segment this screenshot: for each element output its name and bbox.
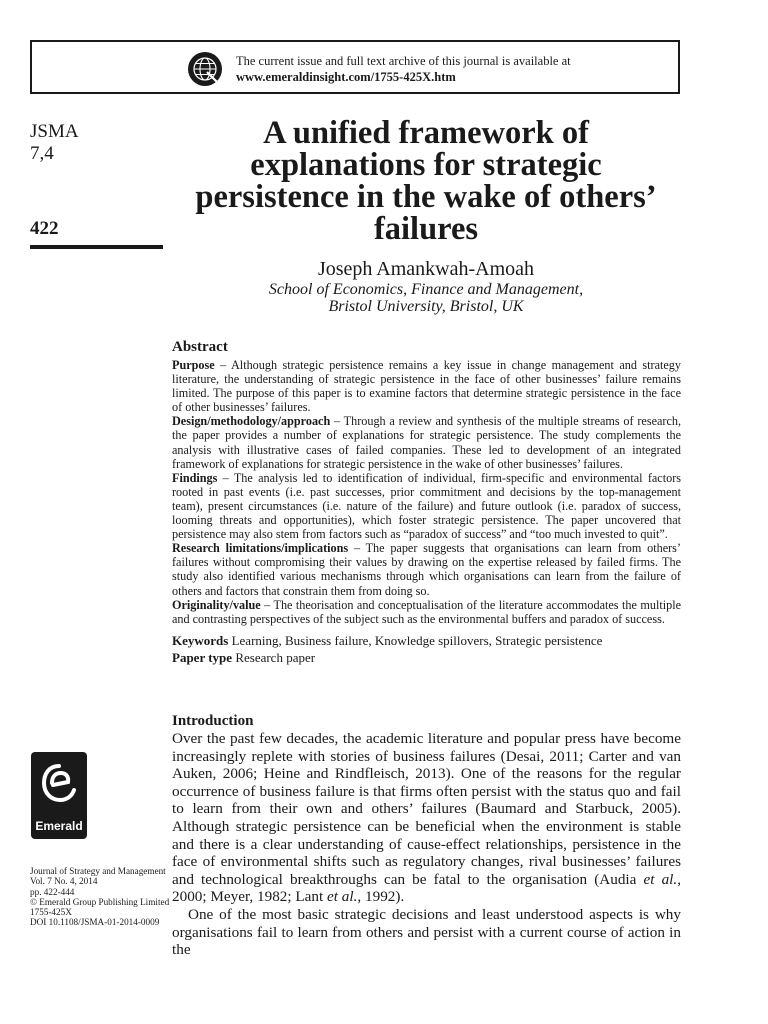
limitations-label: Research limitations/implications: [172, 541, 349, 556]
design-text: – Through a review and synthesis of the multiple streams of research, the paper provides a number of explanations for strategic persistence. The study complements the analysis with illustrative cases of failed companies. These led to development of an integrated framework of explanations for strategic persistence in the wake of other businesses’ failures.: [172, 414, 681, 471]
keywords-text: Learning, Business failure, Knowledge spillovers, Strategic persistence: [228, 632, 603, 648]
intro-paragraph-2: One of the most basic strategic decisions and least understood aspects is why organisations fail to learn from others and persist with a current course of action in the: [172, 905, 681, 959]
abstract-originality: [172, 598, 681, 626]
purpose-label: Purpose: [172, 358, 215, 372]
abstract-purpose: [172, 358, 681, 414]
emerald-logo: [31, 752, 87, 839]
introduction-heading: Introduction: [172, 713, 254, 729]
paper-type-label: Paper type: [172, 649, 233, 665]
citation-doi[interactable]: DOI 10.1108/JSMA-01-2014-0009: [30, 917, 160, 928]
article-title: A unified framework of explanations for strategic persistence in the wake of others’ failures: [195, 115, 657, 247]
citation-issn: 1755-425X: [30, 907, 72, 918]
abstract-design: [172, 414, 681, 470]
limitations-text: – The paper suggests that organisations can learn from others’ failures without compromising their values by drawing on the expertise released by failed firms. The study also identified various mechanisms through which organisations can learn from the failure of others and factors that constrain them from doing so.: [172, 541, 681, 598]
paper-type-text: Research paper: [232, 649, 316, 665]
abstract-findings: [172, 471, 681, 541]
abstract-limitations: [172, 541, 681, 597]
abstract-heading: Abstract: [172, 339, 228, 355]
emerald-e-icon: [40, 759, 78, 815]
abstract-body: [172, 358, 681, 666]
intro-paragraph-1: Over the past few decades, the academic literature and popular press have become increasingly replete with stories of business failures (Desai, 2011; Carter and van Auken, 2006; Heine and Rindfleisch, 2013). One of the reasons for the regular occurrence of business failure is that firms often persist with the status quo and fail to learn from their own and others’ failures (Baumard and Starbuck, 2005). Although strategic persistence can be beneficial when the environment is stable and there is a clear understanding of cause-effect relationships, persistence in the face of environmental shifts such as regulatory changes, rival businesses’ failures and technological breakthroughs can be fatal to the organisation (Audia et al., 2000; Meyer, 1982; Lant et al., 1992).: [172, 730, 681, 906]
findings-text: – The analysis led to identification of individual, firm-specific and environmental factors rooted in past events (i.e. past successes, prior commitment and decisions by the top-management team), present circumstances (i.e. nature of the failure) and future outlook (i.e. paradox of success, looming threats and opportunities), which foster strategic persistence. The paper uncovered that persistence may also stem from factors such as “paradox of success” and “too much invested to quit”.: [172, 470, 681, 542]
globe-icon: [187, 51, 223, 87]
keywords-label: Keywords: [172, 632, 229, 648]
author-name: Joseph Amankwah-Amoah: [317, 258, 535, 280]
originality-label: Originality/value: [172, 597, 261, 612]
page-number: 422: [30, 218, 59, 239]
citation-journal-name: Journal of Strategy and Management: [30, 866, 166, 876]
journal-volume-issue: 7,4: [30, 143, 54, 164]
author-affiliation-line2: Bristol University, Bristol, UK: [328, 298, 524, 315]
originality-text: – The theorisation and conceptualisation of the literature accommodates the multiple and contrasting perspectives of the subject such as the environmental buffers and paradox of success.: [172, 597, 681, 626]
introduction-body: [172, 730, 681, 959]
page-number-rule: [30, 245, 163, 249]
journal-citation: [30, 866, 170, 928]
abstract-keywords: [172, 632, 681, 649]
emerald-logo-text: Emerald: [35, 819, 83, 833]
journal-abbreviation: JSMA: [30, 121, 79, 142]
availability-text: The current issue and full text archive of this journal is available at: [236, 54, 571, 68]
journal-availability-box: [30, 40, 680, 94]
citation-volume: Vol. 7 No. 4, 2014: [30, 876, 98, 887]
design-label: Design/methodology/approach: [172, 414, 331, 429]
purpose-text: – Although strategic persistence remains a key issue in change management and strategy literature, the understanding of strategic persistence in the face of other businesses’ failure remains limited. The purpose of this paper is to examine factors that determine strategic persistence in the face of other businesses’ failures.: [172, 358, 681, 415]
author-affiliation-line1: School of Economics, Finance and Management,: [268, 281, 584, 298]
findings-label: Findings: [172, 470, 218, 485]
citation-publisher: © Emerald Group Publishing Limited: [30, 896, 170, 907]
citation-pages: pp. 422-444: [30, 886, 75, 897]
journal-url[interactable]: www.emeraldinsight.com/1755-425X.htm: [236, 70, 456, 84]
abstract-paper-type: [172, 649, 681, 666]
